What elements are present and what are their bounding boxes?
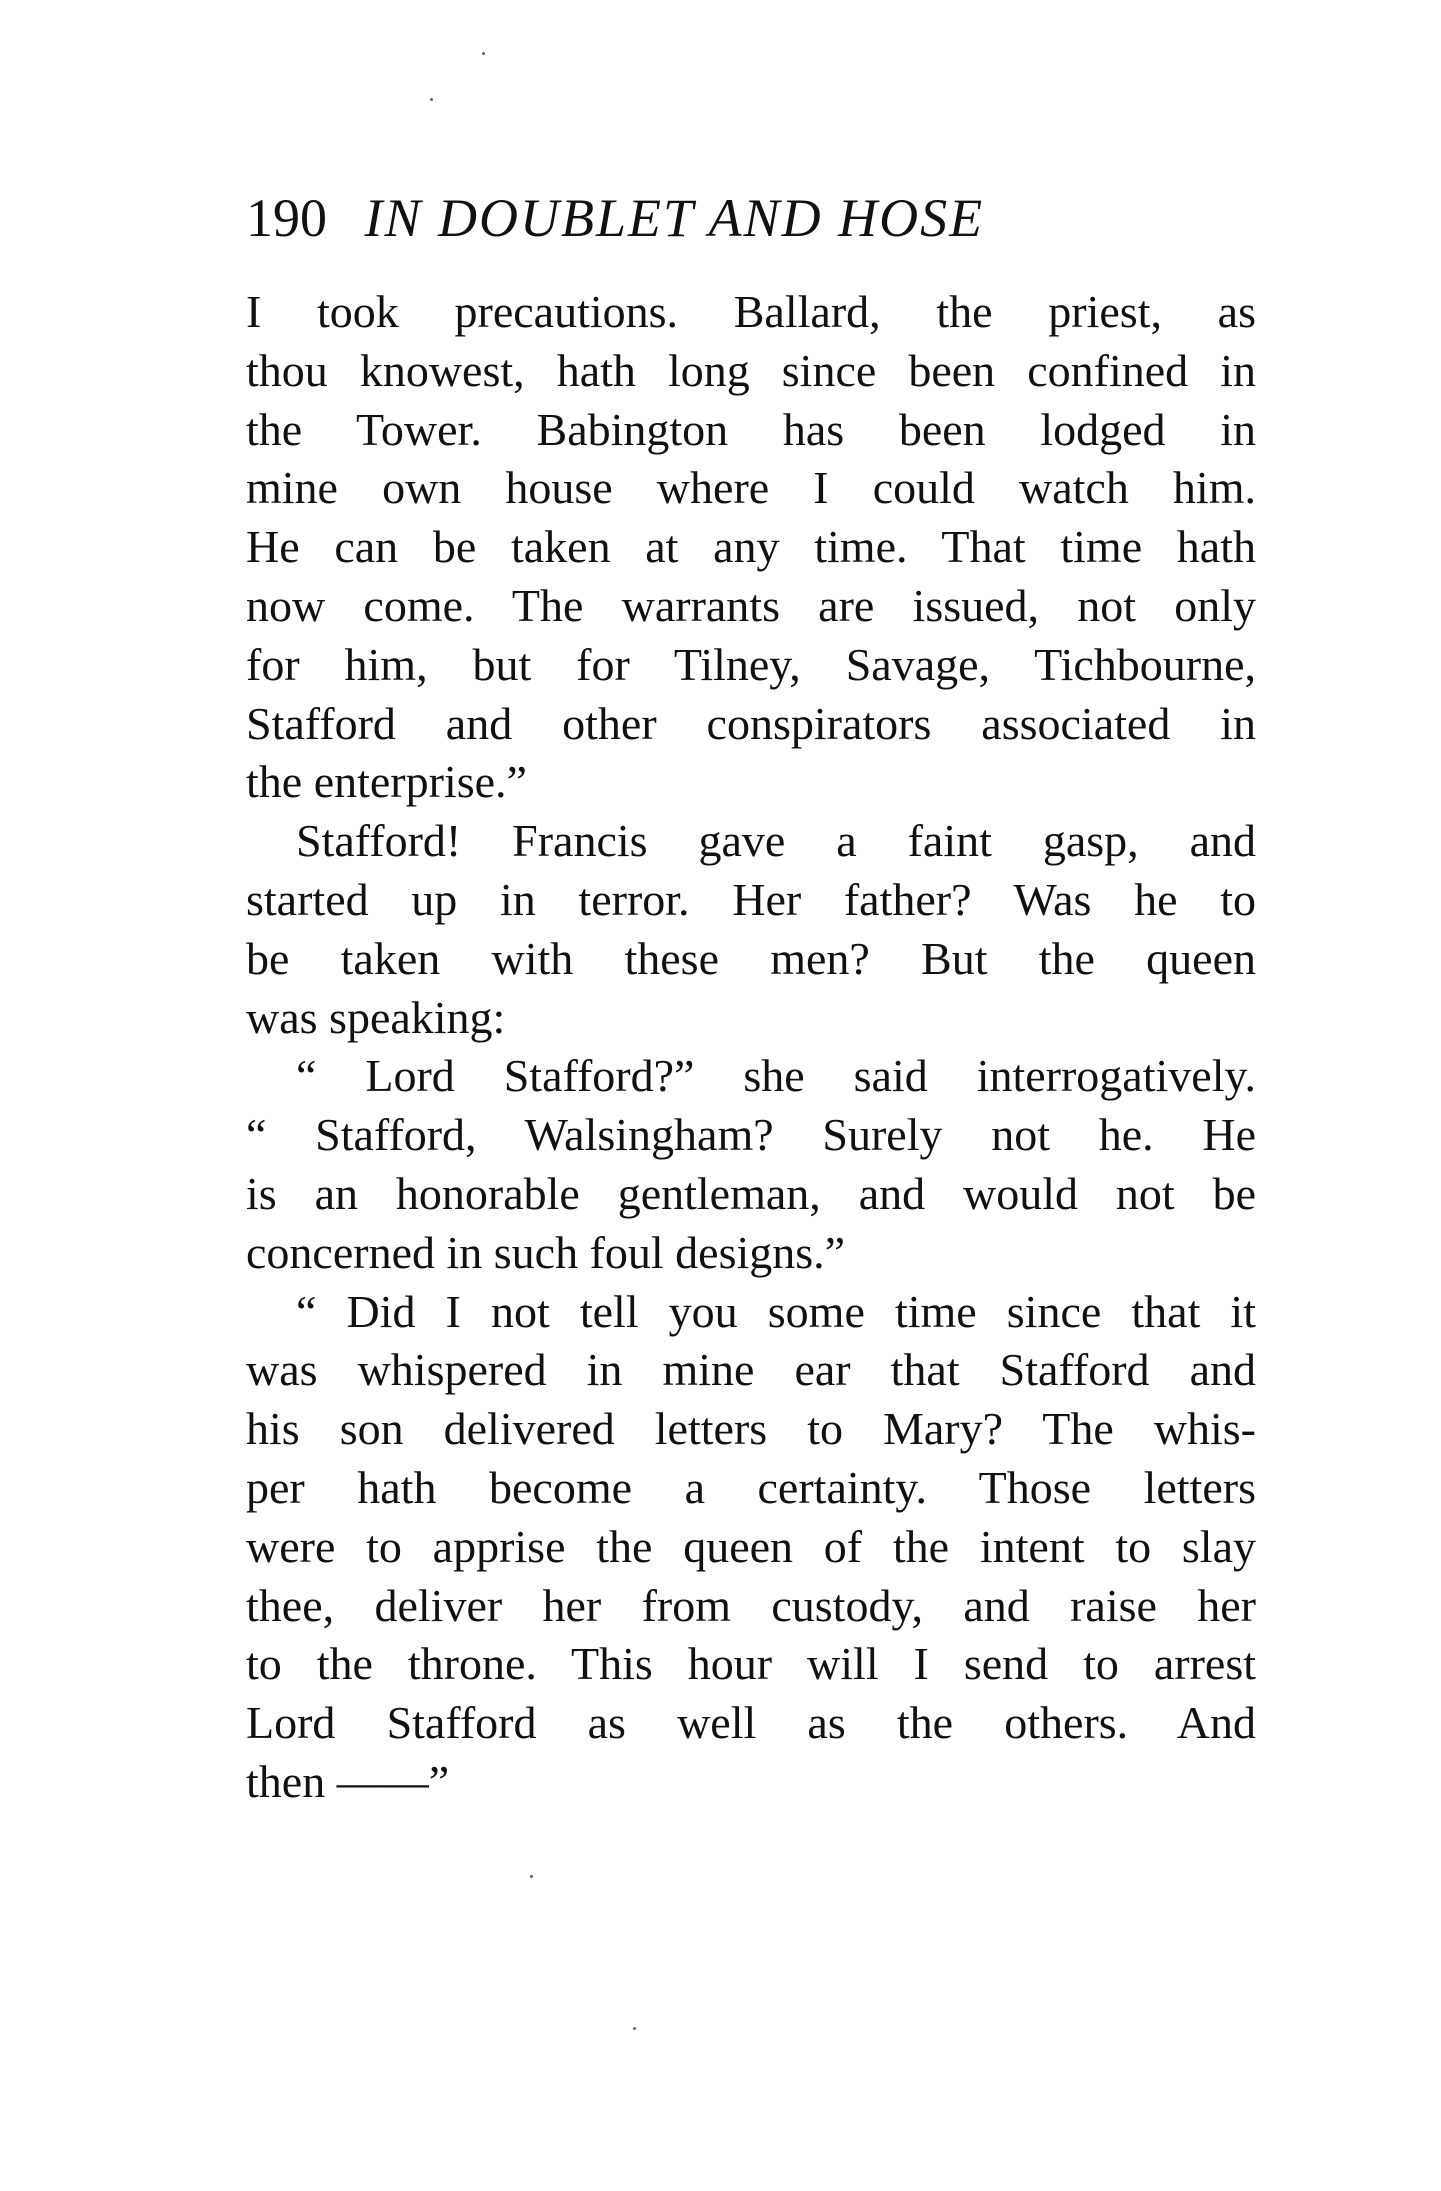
page-number: 190 xyxy=(246,188,327,248)
text-line: thee, deliver her from custody, and raise her xyxy=(246,1579,1256,1631)
text-line: “ Stafford, Walsingham? Surely not he. He xyxy=(246,1109,1256,1161)
text-line: for him, but for Tilney, Savage, Tichbourne, xyxy=(246,638,1256,690)
text-line: concerned in such foul designs.” xyxy=(246,1226,846,1278)
paper-speck xyxy=(430,98,433,101)
text-line: “ Did I not tell you some time since that it xyxy=(296,1285,1256,1337)
text-line: “ Lord Stafford?” she said interrogatively. xyxy=(296,1050,1256,1102)
text-line: to the throne. This hour will I send to arrest xyxy=(246,1638,1256,1690)
text-line: was whispered in mine ear that Stafford and xyxy=(246,1344,1256,1396)
text-line: then ——” xyxy=(246,1755,450,1807)
paper-speck xyxy=(530,1875,533,1878)
text-line: the enterprise.” xyxy=(246,756,527,808)
text-line: thou knowest, hath long since been confined in xyxy=(246,344,1256,396)
paper-speck xyxy=(482,52,485,55)
text-line: was speaking: xyxy=(246,991,506,1043)
text-line: per hath become a certainty. Those letters xyxy=(246,1461,1256,1513)
text-line: He can be taken at any time. That time hath xyxy=(246,521,1256,573)
text-line: is an honorable gentleman, and would not be xyxy=(246,1167,1256,1219)
text-line: his son delivered letters to Mary? The whis- xyxy=(246,1403,1256,1455)
running-head xyxy=(246,183,1256,253)
text-line: I took precautions. Ballard, the priest, as xyxy=(246,286,1256,337)
text-line: mine own house where I could watch him. xyxy=(246,462,1256,514)
text-line: started up in terror. Her father? Was he to xyxy=(246,873,1256,925)
body-text xyxy=(246,283,1256,1812)
text-line: Stafford! Francis gave a faint gasp, and xyxy=(296,815,1256,867)
text-line: Stafford and other conspirators associated in xyxy=(246,697,1256,749)
running-title: IN DOUBLET AND HOSE xyxy=(364,188,985,248)
paper-speck xyxy=(633,2027,636,2030)
text-line: the Tower. Babington has been lodged in xyxy=(246,403,1256,455)
text-line: were to apprise the queen of the intent to slay xyxy=(246,1520,1256,1572)
text-line: be taken with these men? But the queen xyxy=(246,932,1256,984)
text-line: Lord Stafford as well as the others. And xyxy=(246,1697,1256,1749)
text-line: now come. The warrants are issued, not only xyxy=(246,579,1256,631)
